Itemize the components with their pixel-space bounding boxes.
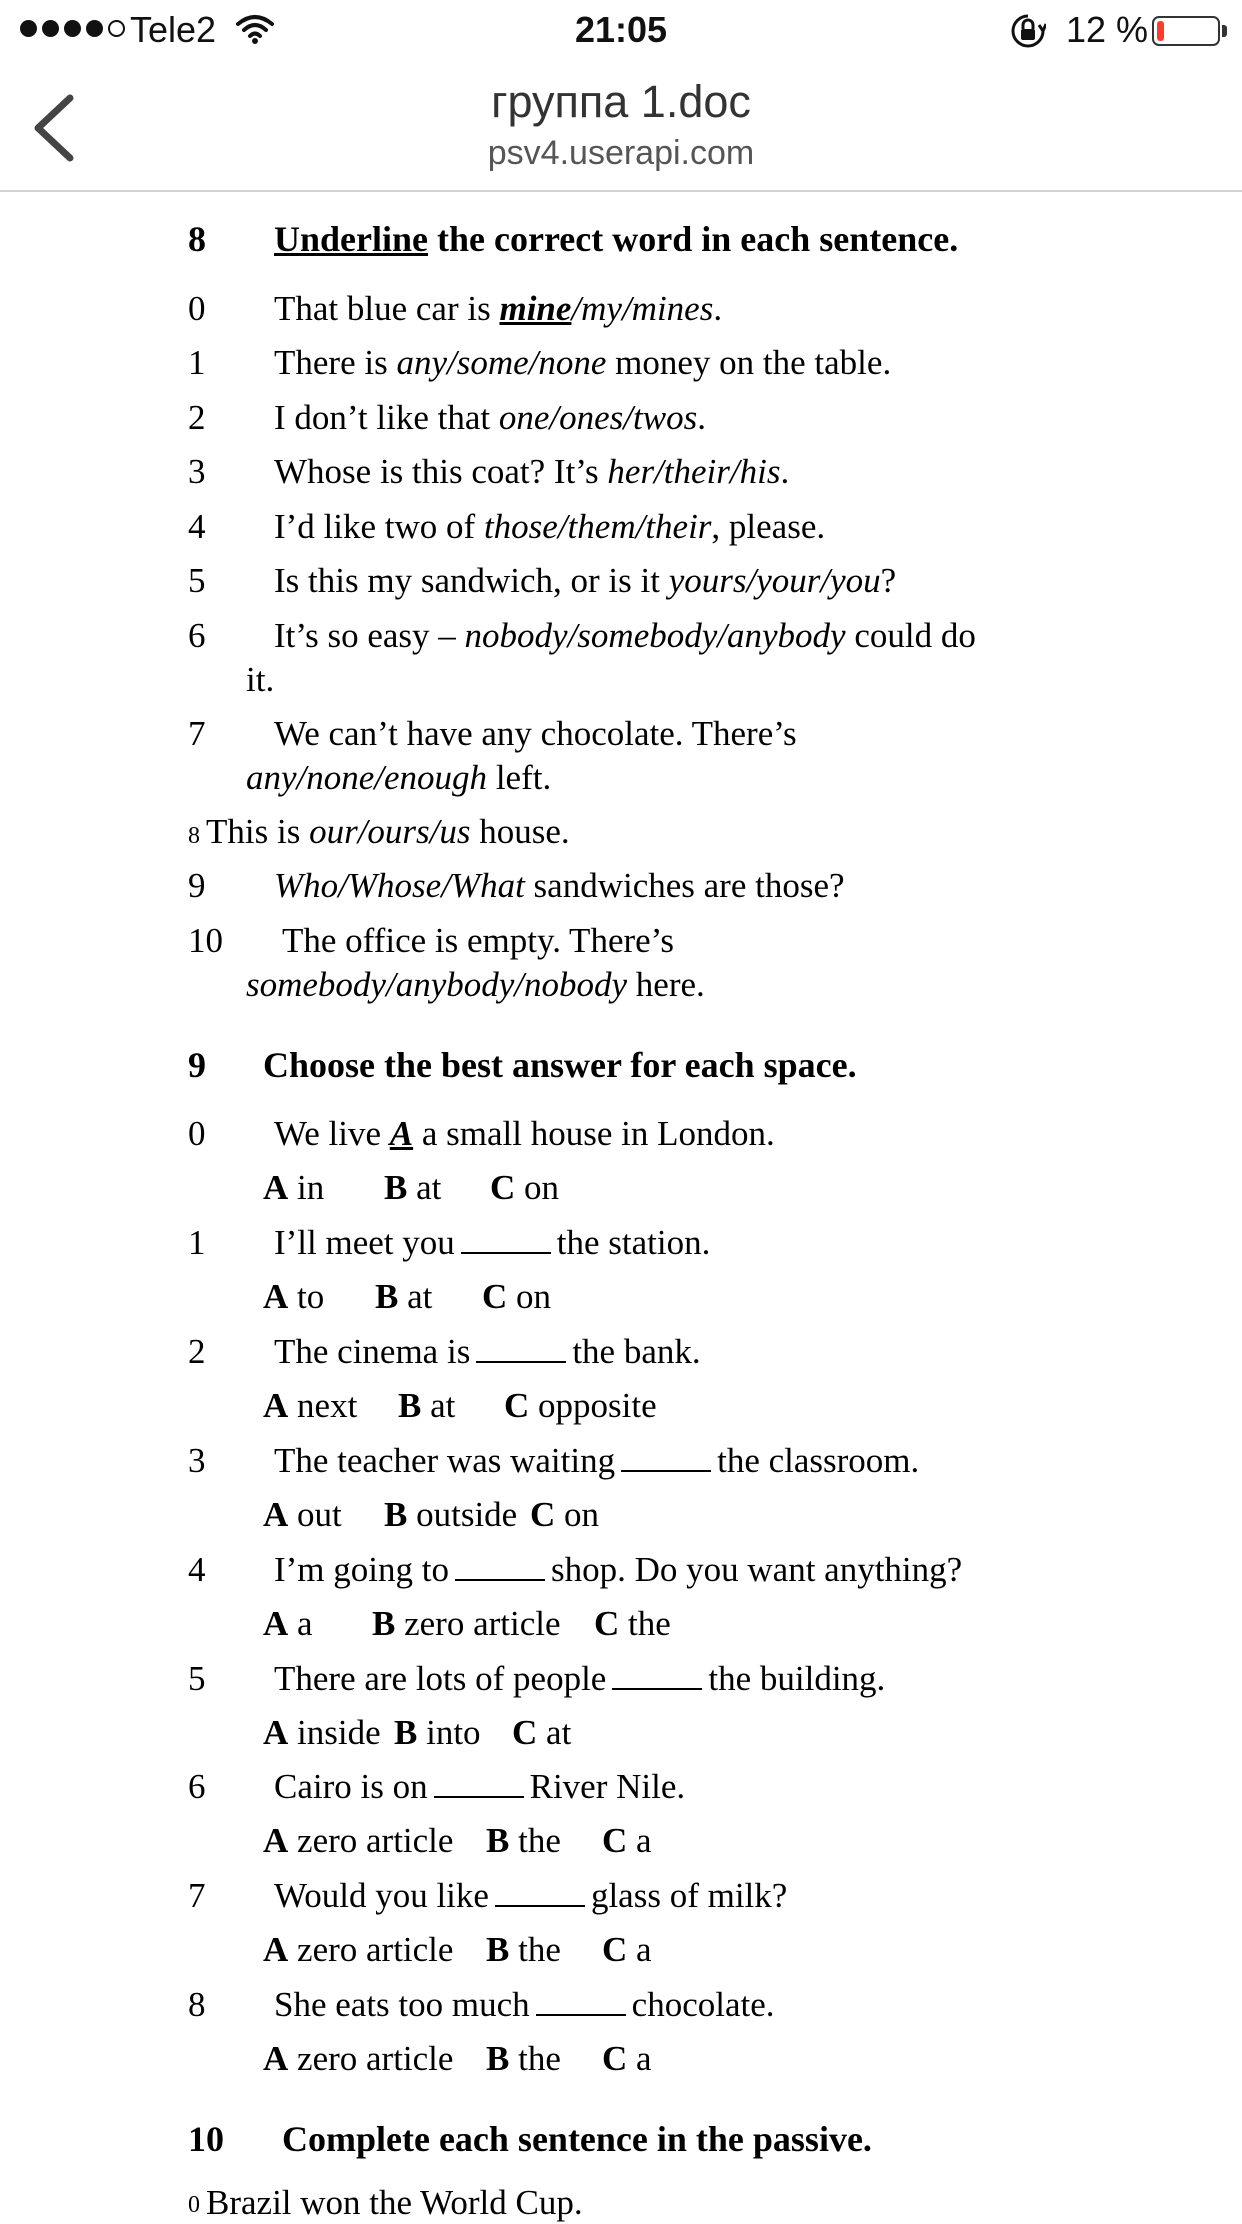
item-text: The teacher was waiting: [274, 1441, 616, 1480]
item-text: sandwiches are those?: [524, 866, 845, 905]
option-text: zero article: [288, 1821, 454, 1860]
answer-blank: [461, 1252, 551, 1254]
exercise-9-heading: Choose the best answer for each space.: [263, 1045, 857, 1085]
exercise-8-number: 8: [188, 219, 206, 259]
battery-percentage: 12 %: [1066, 9, 1149, 50]
item-number: 2: [188, 1332, 206, 1371]
item-text: That blue car is: [274, 289, 500, 328]
item-text: The cinema is: [274, 1332, 471, 1371]
option-a: [263, 1494, 342, 1536]
item-options: one/ones/twos: [498, 398, 698, 437]
exercise-8-item: [274, 506, 825, 548]
item-number: 7: [188, 714, 206, 753]
status-time: 21:05: [574, 9, 668, 50]
answer-blank: [621, 1470, 711, 1472]
heading-text: the correct word in each sentence.: [428, 219, 959, 259]
item-text: .: [780, 452, 790, 491]
exercise-9-item: [274, 1113, 775, 1155]
option-text: on: [515, 1168, 560, 1207]
exercise-8-item: [274, 451, 789, 493]
option-c: [594, 1603, 671, 1645]
exercise-9-item: [274, 1440, 919, 1482]
item-options: her/their/his: [607, 452, 781, 491]
exercise-9-item: [274, 1766, 685, 1808]
item-number: 4: [188, 507, 206, 546]
exercise-8-item: We can’t have any chocolate. There’s: [274, 714, 797, 753]
option-a: [263, 1820, 453, 1862]
exercise-8-item: [206, 811, 570, 853]
item-text: We live: [274, 1114, 390, 1153]
option-c: [482, 1276, 551, 1318]
item-text: Is this my sandwich, or is it: [274, 561, 669, 600]
option-letter: C: [512, 1713, 538, 1752]
option-text: the: [509, 2039, 561, 2078]
exercise-8-item: [274, 560, 896, 602]
option-letter: B: [486, 2039, 510, 2078]
item-text: .: [713, 289, 723, 328]
answer-blank: [495, 1905, 585, 1907]
exercise-8-heading: [274, 218, 958, 261]
option-b: [486, 1929, 561, 1971]
item-number: 1: [188, 343, 206, 382]
option-a: [263, 1929, 453, 1971]
item-text: This is: [206, 812, 310, 851]
option-letter: A: [263, 1386, 289, 1425]
option-letter: C: [602, 1821, 628, 1860]
exercise-8-item: [274, 288, 722, 330]
item-text: ?: [880, 561, 897, 600]
item-text: She eats too much: [274, 1985, 530, 2024]
option-text: zero article: [395, 1604, 561, 1643]
heading-underlined-word: Underline: [274, 219, 429, 259]
item-number: 2: [188, 398, 206, 437]
item-number: 4: [188, 1550, 206, 1589]
exercise-8-item: [274, 865, 845, 907]
option-b: [486, 1820, 561, 1862]
option-text: the: [509, 1930, 561, 1969]
option-text: on: [507, 1277, 552, 1316]
item-text: , please.: [711, 507, 826, 546]
option-letter: C: [490, 1168, 516, 1207]
option-letter: B: [372, 1604, 396, 1643]
item-number: 8: [188, 1985, 206, 2024]
item-text: I don’t like that: [274, 398, 499, 437]
exercise-9-item: [274, 1875, 787, 1917]
option-letter: B: [384, 1495, 408, 1534]
option-b: [372, 1603, 561, 1645]
option-c: [602, 1929, 652, 1971]
item-text: money on the table.: [606, 343, 892, 382]
option-letter: B: [486, 1821, 510, 1860]
item-text: the classroom.: [717, 1441, 920, 1480]
battery-level-fill: [1157, 21, 1164, 41]
item-text: chocolate.: [631, 1985, 775, 2024]
answer-blank: [476, 1361, 566, 1363]
option-b: [375, 1276, 432, 1318]
item-options: those/them/their: [483, 507, 712, 546]
option-text: a: [627, 1821, 652, 1860]
item-text: Cairo is on: [274, 1767, 428, 1806]
exercise-10-heading: Complete each sentence in the passive.: [282, 2119, 872, 2159]
item-number: 10: [188, 921, 223, 960]
option-a: [263, 1276, 324, 1318]
item-text: There is: [274, 343, 397, 382]
option-letter: A: [263, 1930, 289, 1969]
option-text: inside: [288, 1713, 381, 1752]
option-c: [602, 1820, 652, 1862]
option-a: [263, 1385, 357, 1427]
item-text: .: [697, 398, 706, 437]
item-number: 9: [188, 866, 206, 905]
option-letter: C: [530, 1495, 556, 1534]
item-number: 0: [188, 1114, 206, 1153]
exercise-9-item: [274, 1984, 775, 2026]
option-b: [384, 1494, 517, 1536]
item-number: 5: [188, 1659, 206, 1698]
option-text: at: [537, 1713, 572, 1752]
option-letter: B: [486, 1930, 510, 1969]
option-text: at: [407, 1168, 442, 1207]
item-text: left.: [487, 758, 552, 797]
option-a: [263, 2038, 453, 2080]
battery-icon: [1152, 16, 1220, 46]
item-options: somebody/anybody/nobody: [246, 965, 628, 1004]
option-text: into: [417, 1713, 481, 1752]
option-letter: C: [504, 1386, 530, 1425]
answer-letter: A: [389, 1114, 414, 1153]
answer-blank: [455, 1579, 545, 1581]
option-letter: B: [375, 1277, 399, 1316]
item-text: shop. Do you want anything?: [550, 1550, 963, 1589]
option-b: [394, 1712, 481, 1754]
document-title: группа 1.doc: [491, 76, 751, 127]
answer-word: mine: [499, 289, 572, 328]
item-options: any/some/none: [396, 343, 607, 382]
exercise-10-item: Brazil won the World Cup.: [206, 2183, 583, 2222]
option-c: [512, 1712, 571, 1754]
item-number: 6: [188, 616, 206, 655]
option-b: [486, 2038, 561, 2080]
item-number: 3: [188, 1441, 206, 1480]
option-a: [263, 1167, 324, 1209]
rotation-lock-icon: [1010, 13, 1046, 49]
item-text: the station.: [556, 1223, 711, 1262]
option-letter: B: [394, 1713, 418, 1752]
option-c: [504, 1385, 657, 1427]
item-continuation: [246, 964, 705, 1006]
answer-blank: [536, 2014, 626, 2016]
status-bar: [0, 0, 1242, 62]
option-text: a: [627, 1930, 652, 1969]
item-number: 6: [188, 1767, 206, 1806]
option-text: a: [288, 1604, 313, 1643]
item-number: 8: [188, 823, 200, 849]
item-text: the building.: [708, 1659, 886, 1698]
option-text: the: [509, 1821, 561, 1860]
exercise-9-item: [274, 1549, 962, 1591]
option-text: out: [288, 1495, 342, 1534]
item-number: 5: [188, 561, 206, 600]
item-number: 0: [188, 289, 206, 328]
item-continuation: [246, 757, 551, 799]
option-text: a: [627, 2039, 652, 2078]
option-b: [398, 1385, 455, 1427]
option-c: [490, 1167, 559, 1209]
item-options: our/ours/us: [309, 812, 471, 851]
item-continuation: it.: [246, 660, 275, 699]
exercise-9-item: [274, 1222, 710, 1264]
item-number: 7: [188, 1876, 206, 1915]
option-text: at: [421, 1386, 456, 1425]
exercise-8-item: [274, 342, 891, 384]
option-letter: B: [398, 1386, 422, 1425]
item-options: yours/your/you: [668, 561, 881, 600]
option-letter: B: [384, 1168, 408, 1207]
exercise-8-item: [274, 615, 976, 657]
exercise-8-item: The office is empty. There’s: [282, 921, 675, 960]
item-text: I’m going to: [274, 1550, 449, 1589]
option-text: next: [288, 1386, 358, 1425]
item-text: I’d like two of: [274, 507, 484, 546]
option-text: zero article: [288, 1930, 454, 1969]
option-text: on: [555, 1495, 600, 1534]
option-a: [263, 1603, 313, 1645]
option-text: opposite: [529, 1386, 657, 1425]
option-letter: A: [263, 1168, 289, 1207]
option-letter: A: [263, 1604, 289, 1643]
item-options: nobody/somebody/anybody: [464, 616, 846, 655]
item-text: River Nile.: [529, 1767, 686, 1806]
item-text: here.: [627, 965, 705, 1004]
option-text: at: [398, 1277, 433, 1316]
item-text: the bank.: [572, 1332, 701, 1371]
option-letter: A: [263, 1495, 289, 1534]
exercise-9-item: [274, 1331, 701, 1373]
item-options: any/none/enough: [246, 758, 488, 797]
item-text: a small house in London.: [413, 1114, 775, 1153]
option-text: in: [288, 1168, 325, 1207]
option-letter: C: [602, 1930, 628, 1969]
option-b: [384, 1167, 441, 1209]
item-text: I’ll meet you: [274, 1223, 455, 1262]
option-text: to: [288, 1277, 325, 1316]
option-letter: C: [602, 2039, 628, 2078]
option-letter: A: [263, 2039, 289, 2078]
exercise-9-item: [274, 1658, 885, 1700]
item-text: glass of milk?: [590, 1876, 788, 1915]
option-letter: C: [594, 1604, 620, 1643]
item-options: /my/mines: [571, 289, 714, 328]
item-text: Would you like: [274, 1876, 489, 1915]
exercise-8-item: [274, 397, 706, 439]
item-text: house.: [470, 812, 570, 851]
option-letter: A: [263, 1277, 289, 1316]
option-letter: A: [263, 1821, 289, 1860]
exercise-10-number: 10: [188, 2119, 224, 2159]
item-number: 0: [188, 2192, 200, 2218]
battery-tip: [1222, 25, 1227, 37]
item-number: 3: [188, 452, 206, 491]
option-text: outside: [407, 1495, 518, 1534]
item-text: could do: [845, 616, 976, 655]
navigation-bar: [0, 62, 1242, 192]
document-viewer[interactable]: [0, 192, 1242, 2222]
item-text: Whose is this coat? It’s: [274, 452, 608, 491]
item-options: Who/Whose/What: [274, 866, 525, 905]
item-text: It’s so easy –: [274, 616, 465, 655]
option-text: the: [619, 1604, 671, 1643]
item-text: There are lots of people: [274, 1659, 607, 1698]
option-text: zero article: [288, 2039, 454, 2078]
carrier-name: Tele2: [130, 9, 217, 50]
option-c: [602, 2038, 652, 2080]
option-a: [263, 1712, 381, 1754]
answer-blank: [434, 1796, 524, 1798]
document-source-url: psv4.userapi.com: [487, 134, 755, 172]
option-letter: C: [482, 1277, 508, 1316]
exercise-9-number: 9: [188, 1045, 206, 1085]
answer-blank: [612, 1688, 702, 1690]
option-letter: A: [263, 1713, 289, 1752]
item-number: 1: [188, 1223, 206, 1262]
option-c: [530, 1494, 599, 1536]
